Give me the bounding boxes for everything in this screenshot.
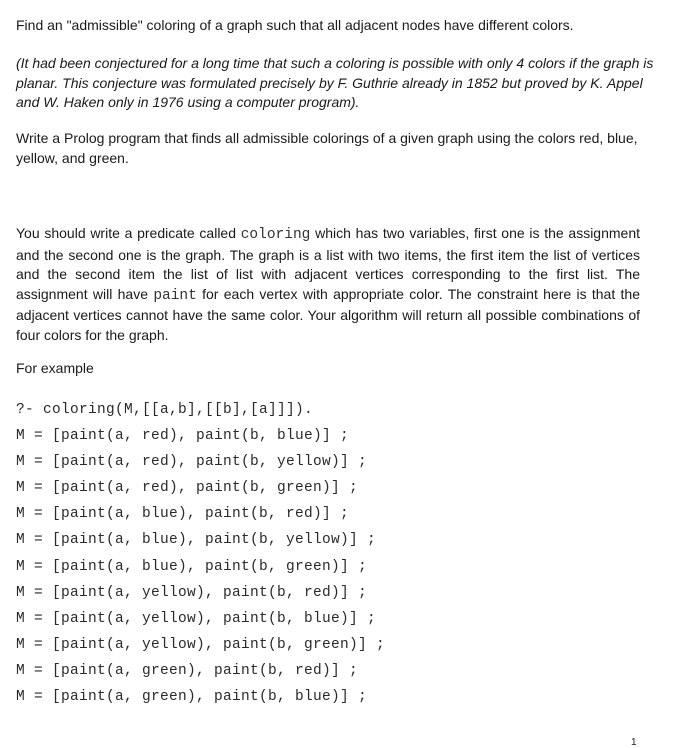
- description-text-1: You should write a predicate called: [16, 225, 241, 241]
- code-line: M = [paint(a, green), paint(b, red)] ;: [16, 662, 359, 679]
- code-line: M = [paint(a, red), paint(b, blue)] ;: [16, 428, 350, 445]
- code-line: M = [paint(a, yellow), paint(b, green)] ;: [16, 636, 386, 653]
- code-line: M = [paint(a, green), paint(b, blue)] ;: [16, 689, 368, 706]
- task-paragraph: Write a Prolog program that finds all admissible colorings of a given graph using the colors red, blue, yellow, and green.: [16, 130, 638, 166]
- code-line: M = [paint(a, red), paint(b, green)] ;: [16, 480, 359, 497]
- code-line: M = [paint(a, yellow), paint(b, blue)] ;: [16, 610, 377, 627]
- description-paragraph: [16, 224, 640, 345]
- code-line: M = [paint(a, blue), paint(b, yellow)] ;: [16, 532, 377, 549]
- code-line: M = [paint(a, blue), paint(b, red)] ;: [16, 506, 350, 523]
- description-text-2: which has two variables, first one is the assignment and the second one is the graph. The graph is a list with two items, the first item the list of vertices and the second item the list of list with adjacent vertices corresponding to the first list. The assignment will have: [16, 225, 641, 302]
- code-example: [16, 397, 656, 710]
- code-line: M = [paint(a, red), paint(b, yellow)] ;: [16, 454, 368, 471]
- predicate-name: coloring: [240, 227, 311, 243]
- example-heading: For example: [16, 360, 94, 376]
- paint-term: paint: [153, 287, 197, 304]
- page-number: 1: [631, 737, 637, 748]
- intro-paragraph: Find an "admissible" coloring of a graph such that all adjacent nodes have different colors.: [16, 17, 574, 33]
- code-line: M = [paint(a, yellow), paint(b, red)] ;: [16, 584, 368, 601]
- code-line: ?- coloring(M,[[a,b],[[b],[a]]]).: [16, 402, 314, 418]
- code-line: M = [paint(a, blue), paint(b, green)] ;: [16, 558, 368, 575]
- historical-note: (It had been conjectured for a long time that such a coloring is possible with only 4 colors if the graph is planar. This conjecture was formulated precisely by F. Guthrie already in 1852 but proved by K. Appel and W. Haken only in 1976 using a computer program).: [16, 55, 654, 110]
- description-text-3: for each vertex with appropriate color. The constraint here is that the adjacent vertices cannot have the same color. Your algorithm will return all possible combinations of four colors for the graph.: [16, 285, 640, 343]
